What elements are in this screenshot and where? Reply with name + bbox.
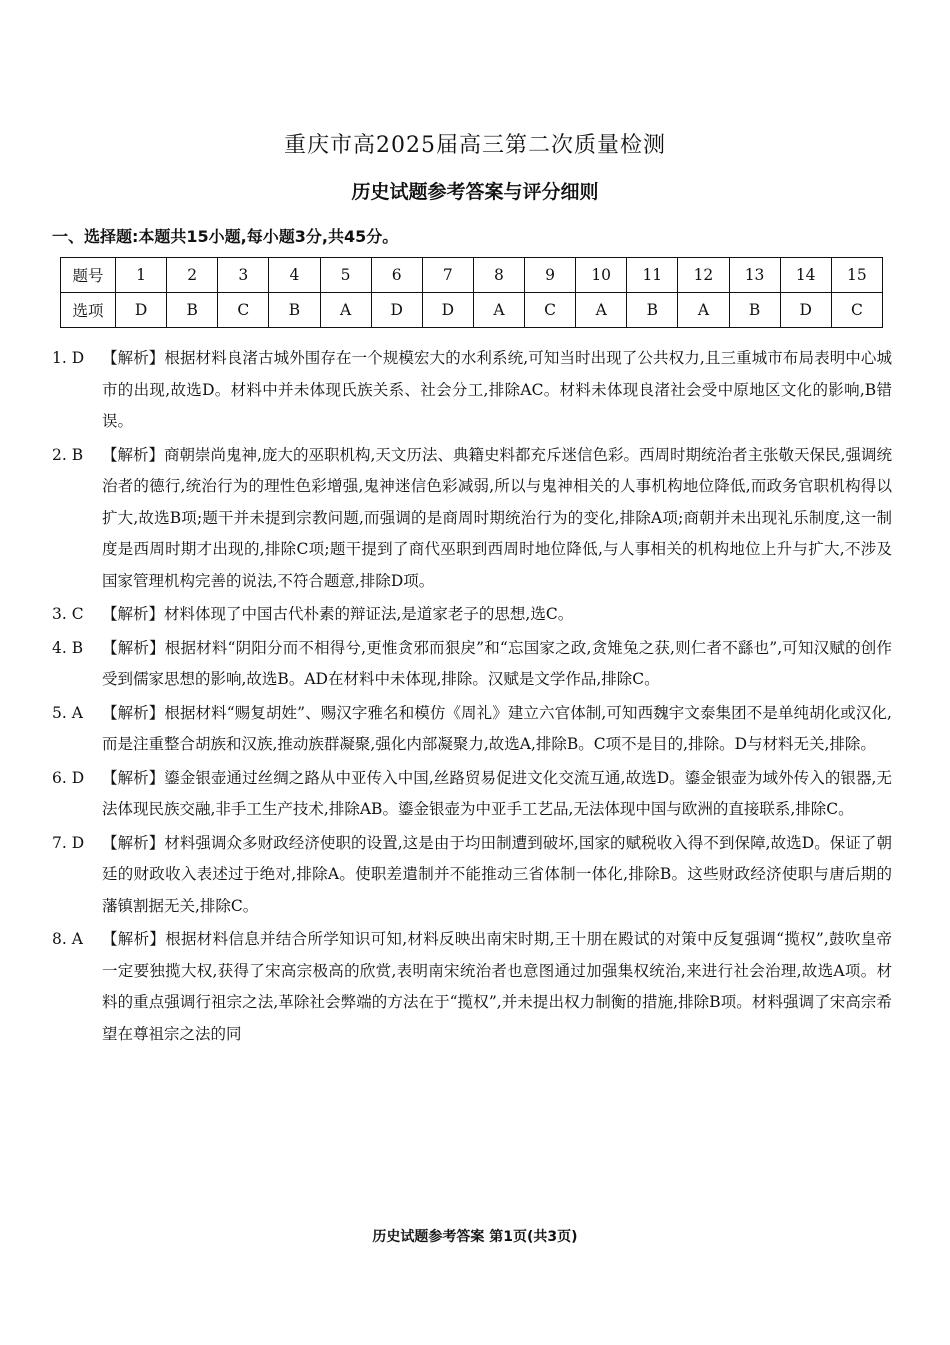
number-row xyxy=(61,258,883,293)
question-answer-label: 8. A xyxy=(52,930,83,948)
question-number-cell: 3 xyxy=(218,258,269,293)
question-number-cell: 10 xyxy=(576,258,627,293)
explanation-item xyxy=(52,763,892,826)
explanation-text: 【解析】材料强调众多财政经济使职的设置,这是由于均田制遭到破坏,国家的赋税收入得不到保障,故选D。保证了朝廷的财政收入表述过于绝对,排除A。使职差遣制并不能推动三省体制一体化,排除B。这些财政经济使职与唐后期的藩镇割据无关,排除C。 xyxy=(102,833,892,915)
explanation-item xyxy=(52,698,892,761)
question-number-cell: 9 xyxy=(525,258,576,293)
explanation-item xyxy=(52,924,892,1050)
answer-cell: C xyxy=(831,293,882,328)
explanation-item xyxy=(52,828,892,923)
explanation-text: 【解析】鎏金银壶通过丝绸之路从中亚传入中国,丝路贸易促进文化交流互通,故选D。鎏金银壶为域外传入的银器,无法体现民族交融,非手工生产技术,排除AB。鎏金银壶为中亚手工艺品,无法体现中国与欧洲的直接联系,排除C。 xyxy=(102,768,892,818)
answer-cell: B xyxy=(729,293,780,328)
section-heading: 一、选择题:本题共15小题,每小题3分,共45分。 xyxy=(52,227,399,246)
explanation-item xyxy=(52,440,892,598)
row-label-number: 题号 xyxy=(61,258,116,293)
page-footer: 历史试题参考答案 第1页(共3页) xyxy=(372,1229,578,1245)
explanation-text: 【解析】根据材料良渚古城外围存在一个规模宏大的水利系统,可知当时出现了公共权力,且三重城市布局表明中心城市的出现,故选D。材料中并未体现氏族关系、社会分工,排除AC。材料未体现良渚社会受中原地区文化的影响,B错误。 xyxy=(102,349,892,430)
answer-cell: B xyxy=(627,293,678,328)
question-answer-label: 2. B xyxy=(52,445,84,464)
answer-cell: C xyxy=(218,293,269,328)
answer-cell: B xyxy=(167,293,218,328)
question-answer-label: 6. D xyxy=(52,768,85,787)
explanation-item xyxy=(52,633,892,696)
answer-cell: D xyxy=(371,293,422,328)
question-number-cell: 4 xyxy=(269,258,320,293)
question-number-cell: 15 xyxy=(831,258,882,293)
page-subtitle: 历史试题参考答案与评分细则 xyxy=(351,181,599,203)
explanation-text: 【解析】根据材料信息并结合所学知识可知,材料反映出南宋时期,王十朋在殿试的对策中反复强调“揽权”,鼓吹皇帝一定要独揽大权,获得了宋高宗极高的欣赏,表明南宋统治者也意图通过加强集权统治,来进行社会治理,故选A项。材料的重点强调行祖宗之法,革除社会弊端的方法在于“揽权”,并未提出权力制衡的措施,排除B项。材料强调了宋高宗希望在尊祖宗之法的同 xyxy=(102,930,892,1043)
question-number-cell: 13 xyxy=(729,258,780,293)
answer-cell: D xyxy=(780,293,831,328)
answer-cell: A xyxy=(576,293,627,328)
question-number-cell: 11 xyxy=(627,258,678,293)
answer-cell: A xyxy=(320,293,371,328)
explanation-item xyxy=(52,343,892,438)
question-answer-label: 7. D xyxy=(52,833,85,852)
question-number-cell: 2 xyxy=(167,258,218,293)
answer-explanations xyxy=(52,343,892,1052)
answer-cell: C xyxy=(525,293,576,328)
answer-cell: A xyxy=(473,293,524,328)
row-label-answer: 选项 xyxy=(61,293,116,328)
answer-cell: D xyxy=(116,293,167,328)
question-answer-label: 1. D xyxy=(52,349,85,367)
question-number-cell: 1 xyxy=(116,258,167,293)
answer-cell: D xyxy=(422,293,473,328)
explanation-text: 【解析】商朝崇尚鬼神,庞大的巫职机构,天文历法、典籍史料都充斥迷信色彩。西周时期统治者主张敬天保民,强调统治者的德行,统治行为的理性色彩增强,鬼神迷信色彩减弱,所以与鬼神相关的人事机构地位降低,而政务官职机构得以扩大,故选B项;题干并未提到宗教问题,而强调的是商周时期统治行为的变化,排除A项;商朝并未出现礼乐制度,这一制度是西周时期才出现的,排除C项;题干提到了商代巫职到西周时地位降低,与人事相关的机构地位上升与扩大,不涉及国家管理机构完善的说法,不符合题意,排除D项。 xyxy=(102,445,892,590)
question-number-cell: 6 xyxy=(371,258,422,293)
question-number-cell: 8 xyxy=(473,258,524,293)
question-answer-label: 4. B xyxy=(52,638,84,657)
explanation-item xyxy=(52,599,892,631)
question-number-cell: 7 xyxy=(422,258,473,293)
page-title: 重庆市高2025届高三第二次质量检测 xyxy=(284,133,666,158)
answer-table xyxy=(60,257,883,328)
explanation-text: 【解析】根据材料“赐复胡姓”、赐汉字雅名和模仿《周礼》建立六官体制,可知西魏宇文泰集团不是单纯胡化或汉化,而是注重整合胡族和汉族,推动族群凝聚,强化内部凝聚力,故选A,排除B。C项不是目的,排除。D与材料无关,排除。 xyxy=(102,703,892,753)
explanation-text: 【解析】材料体现了中国古代朴素的辩证法,是道家老子的思想,选C。 xyxy=(102,605,574,623)
question-answer-label: 3. C xyxy=(52,605,84,623)
question-answer-label: 5. A xyxy=(52,703,83,722)
question-number-cell: 12 xyxy=(678,258,729,293)
answer-cell: A xyxy=(678,293,729,328)
question-number-cell: 5 xyxy=(320,258,371,293)
answer-cell: B xyxy=(269,293,320,328)
question-number-cell: 14 xyxy=(780,258,831,293)
explanation-text: 【解析】根据材料“阴阳分而不相得兮,更惟贪邪而狠戾”和“忘国家之政,贪雉兔之获,则仁者不繇也”,可知汉赋的创作受到儒家思想的影响,故选B。AD在材料中未体现,排除。汉赋是文学作品,排除C。 xyxy=(102,638,892,688)
answer-row xyxy=(61,293,883,328)
